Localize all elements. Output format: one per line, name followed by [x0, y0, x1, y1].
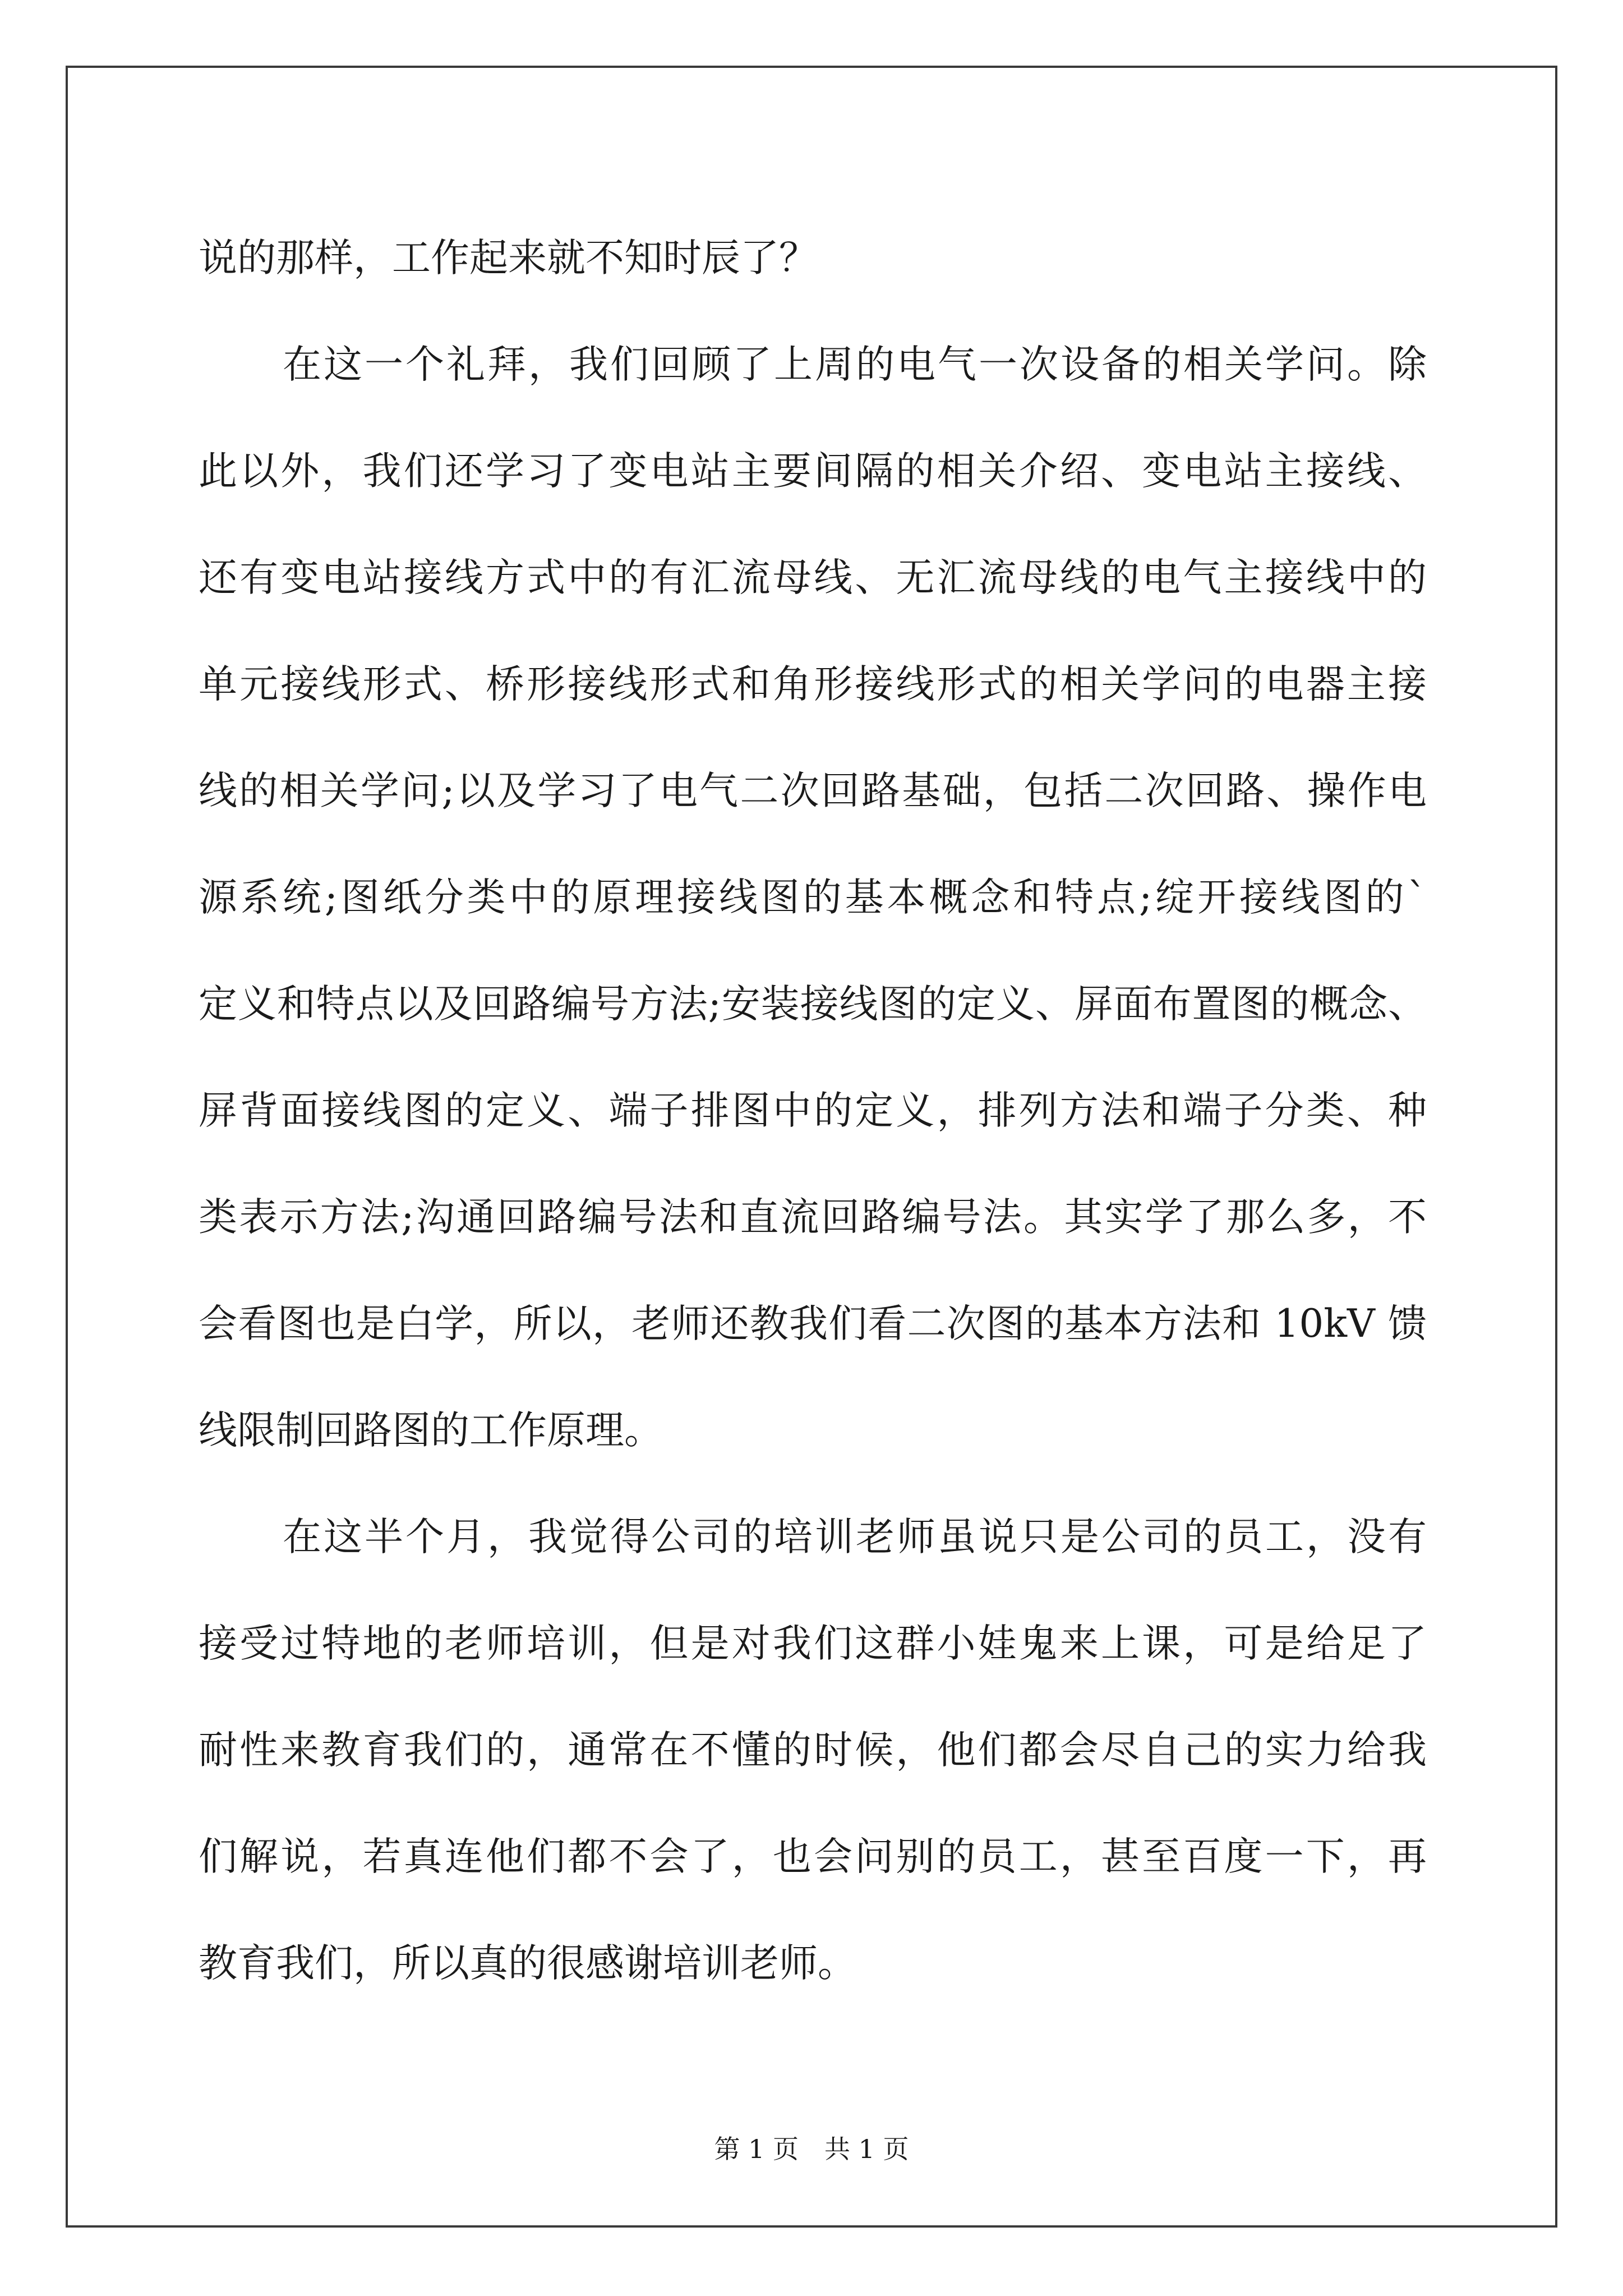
text-line: 屏背面接线图的定义、端子排图中的定义，排列方法和端子分类、种: [199, 1088, 1427, 1133]
text-line: 源系统;图纸分类中的原理接线图的基本概念和特点;绽开接线图的`: [199, 875, 1427, 920]
text-line: 此以外，我们还学习了变电站主要间隔的相关介绍、变电站主接线、: [199, 449, 1427, 494]
text-line: 单元接线形式、桥形接线形式和角形接线形式的相关学问的电器主接: [199, 662, 1427, 707]
text-line: 线限制回路图的工作原理。: [199, 1408, 663, 1453]
page-number: 第 1 页 共 1 页: [714, 2134, 909, 2164]
text-line: 在这一个礼拜，我们回顾了上周的电气一次设备的相关学问。除: [283, 342, 1427, 387]
document-body: [199, 205, 1427, 2017]
text-line: 们解说，若真连他们都不会了，也会问别的员工，甚至百度一下，再: [199, 1834, 1427, 1879]
text-line: 定义和特点以及回路编号方法;安装接线图的定义、屏面布置图的概念、: [199, 982, 1427, 1027]
text-line: 线的相关学问;以及学习了电气二次回路基础，包括二次回路、操作电: [199, 769, 1427, 813]
text-line: 会看图也是白学，所以，老师还教我们看二次图的基本方法和 10kV 馈: [199, 1301, 1427, 1346]
text-line: 耐性来教育我们的，通常在不懂的时候，他们都会尽自己的实力给我: [199, 1728, 1427, 1773]
text-line: 教育我们，所以真的很感谢培训老师。: [199, 1941, 856, 1986]
text-line: 类表示方法;沟通回路编号法和直流回路编号法。其实学了那么多，不: [199, 1195, 1427, 1240]
text-line: 接受过特地的老师培训，但是对我们这群小娃鬼来上课，可是给足了: [199, 1621, 1427, 1666]
text-line: 还有变电站接线方式中的有汇流母线、无汇流母线的电气主接线中的: [199, 555, 1427, 600]
text-line: 说的那样，工作起来就不知时辰了？: [199, 236, 818, 280]
text-line: 在这半个月，我觉得公司的培训老师虽说只是公司的员工，没有: [283, 1515, 1427, 1559]
